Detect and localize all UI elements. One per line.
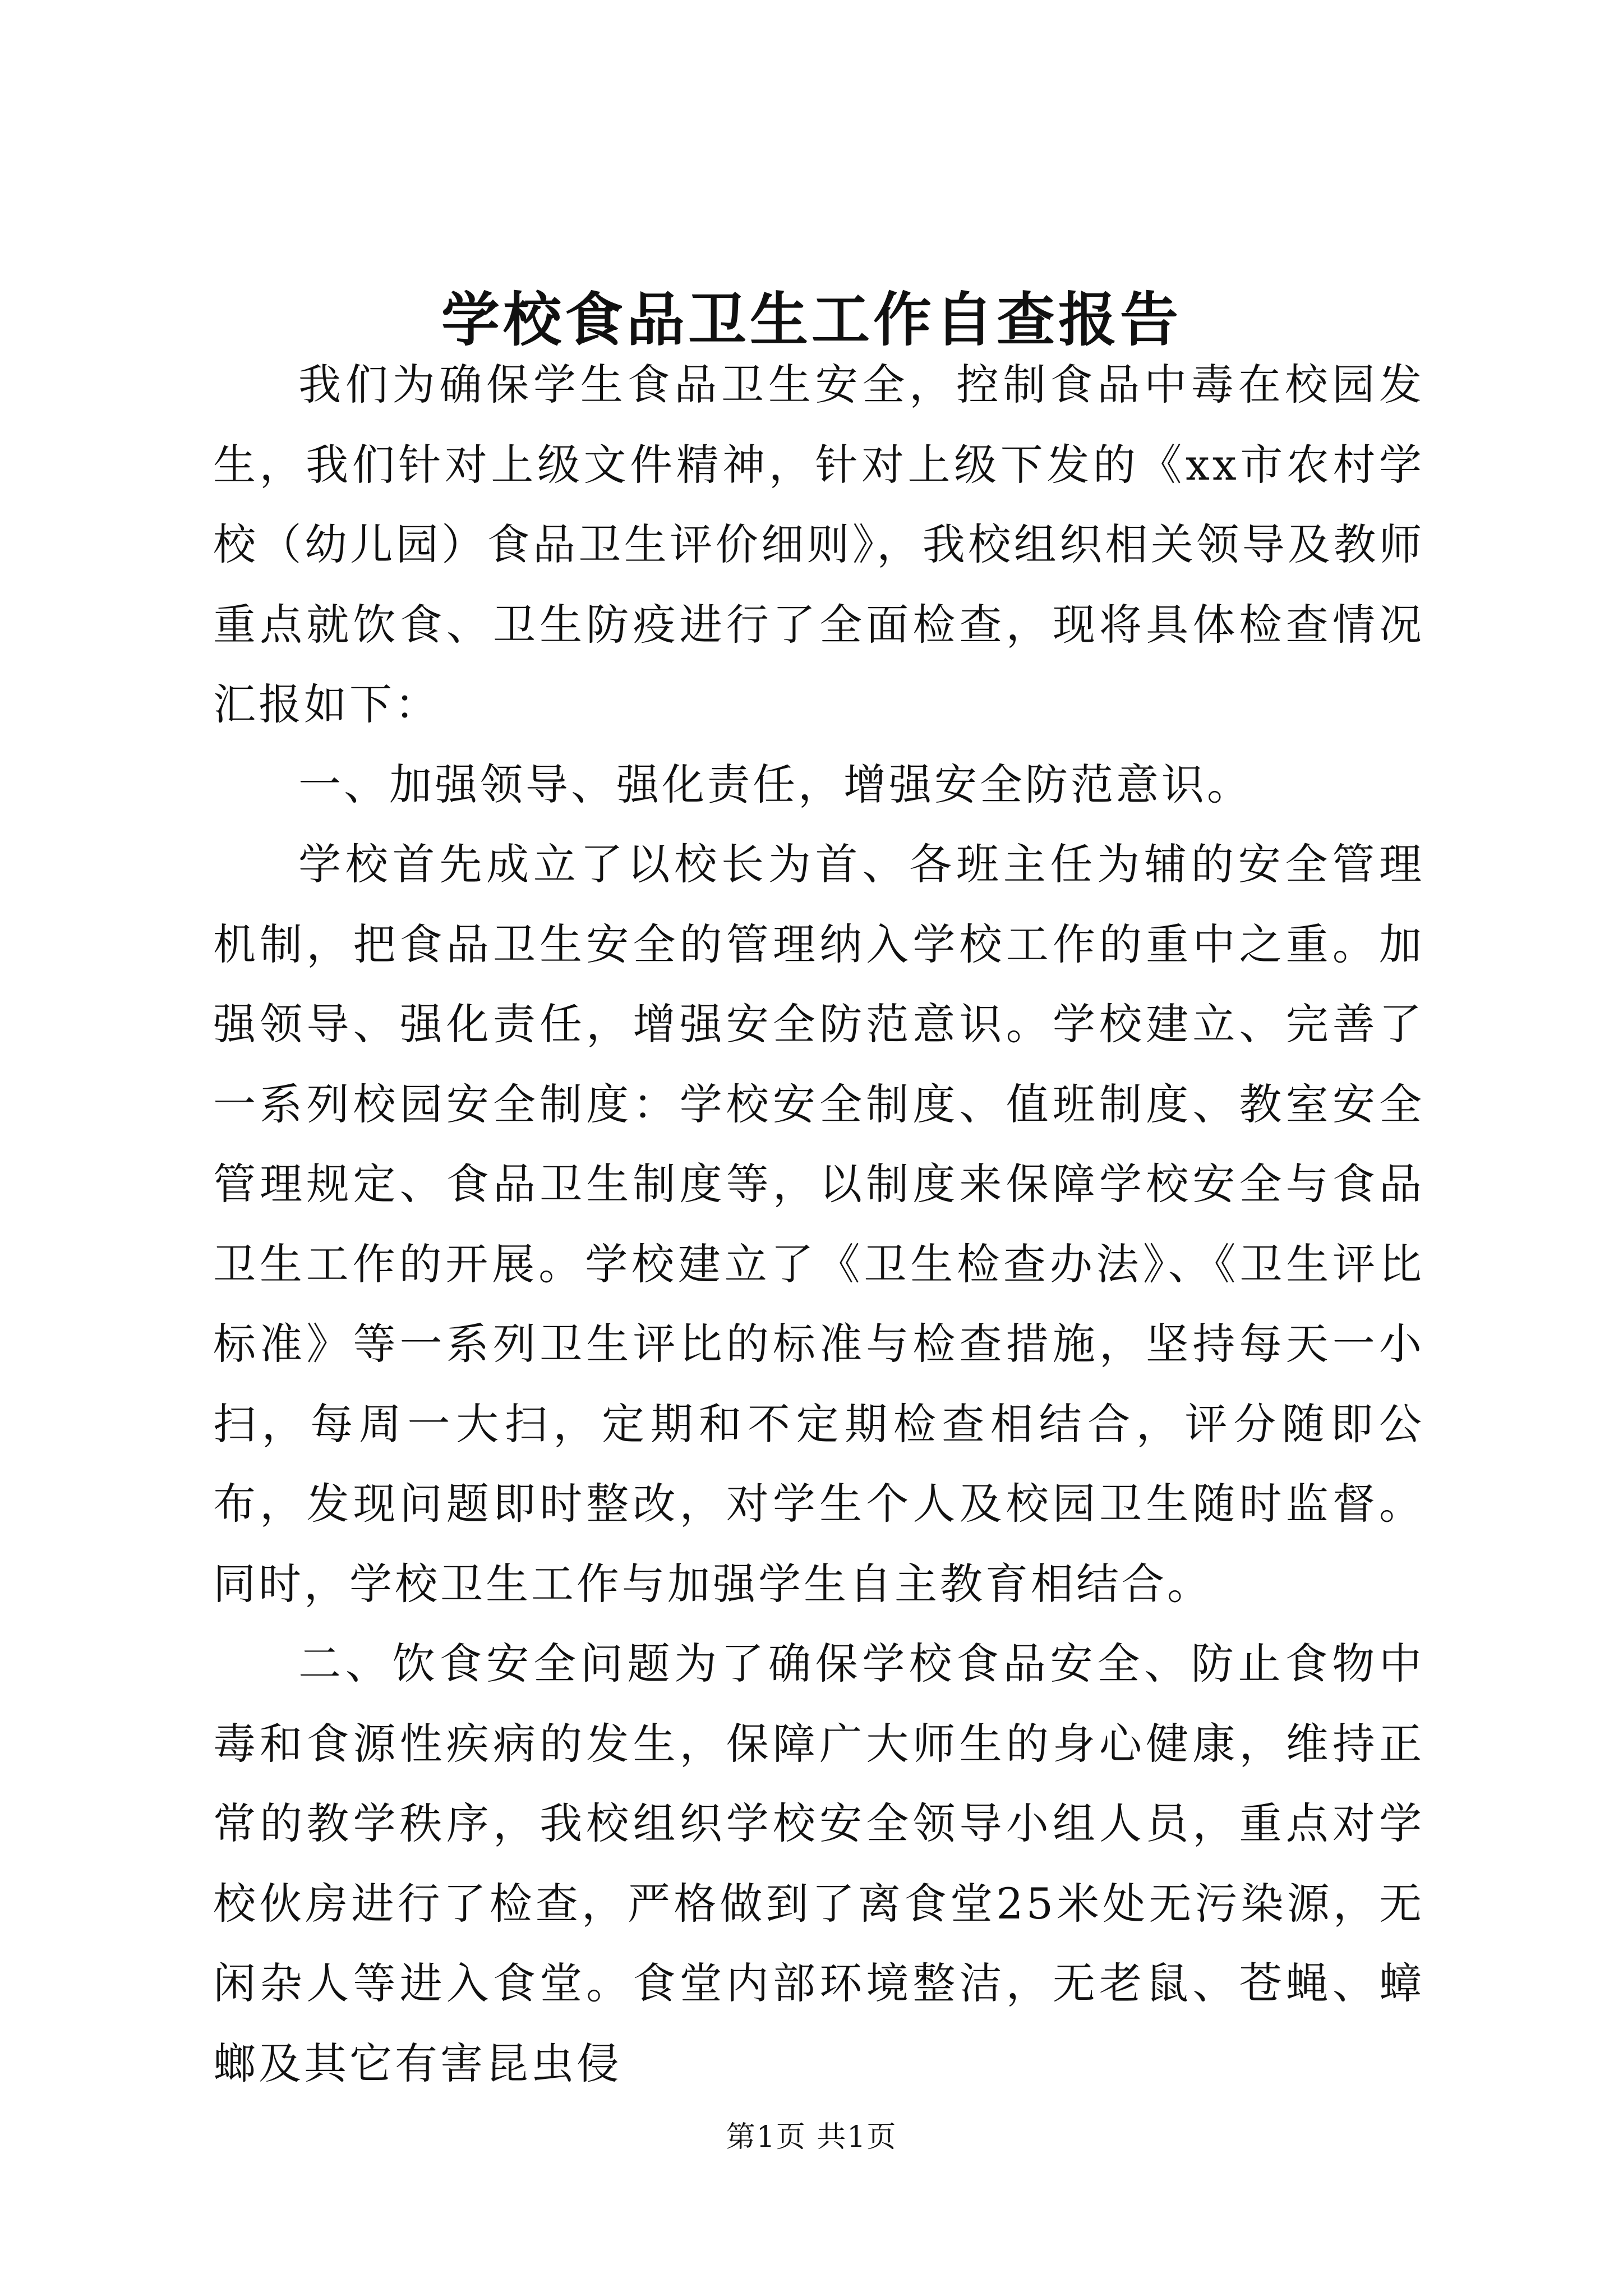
document-body [213,345,1424,2104]
paragraph-intro: 我们为确保学生食品卫生安全，控制食品中毒在校园发生，我们针对上级文件精神，针对上级下发的《xx市农村学校（幼儿园）食品卫生评价细则》，我校组织相关领导及教师重点就饮食、卫生防疫进行了全面检查，现将具体检查情况汇报如下： [213,360,1424,729]
page-number-footer: 第1页 共1页 [726,2120,897,2154]
paragraph-section-2: 二、饮食安全问题为了确保学校食品安全、防止食物中毒和食源性疾病的发生，保障广大师生的身心健康，维持正常的教学秩序，我校组织学校安全领导小组人员，重点对学校伙房进行了检查，严格做到了离食堂25米处无污染源，无闲杂人等进入食堂。食堂内部环境整洁，无老鼠、苍蝇、蟑螂及其它有害昆虫侵 [213,1639,1424,2088]
paragraph-section-1-heading: 一、加强领导、强化责任，增强安全防范意识。 [298,759,1252,809]
paragraph-section-1-body: 学校首先成立了以校长为首、各班主任为辅的安全管理机制，把食品卫生安全的管理纳入学校工作的重中之重。加强领导、强化责任，增强安全防范意识。学校建立、完善了一系列校园安全制度：学校安全制度、值班制度、教室安全管理规定、食品卫生制度等，以制度来保障学校安全与食品卫生工作的开展。学校建立了《卫生检查办法》、《卫生评比标准》等一系列卫生评比的标准与检查措施，坚持每天一小扫，每周一大扫，定期和不定期检查相结合，评分随即公布，发现问题即时整改，对学生个人及校园卫生随时监督。同时，学校卫生工作与加强学生自主教育相结合。 [213,839,1424,1609]
document-title: 学校食品卫生工作自查报告 [441,285,1182,354]
